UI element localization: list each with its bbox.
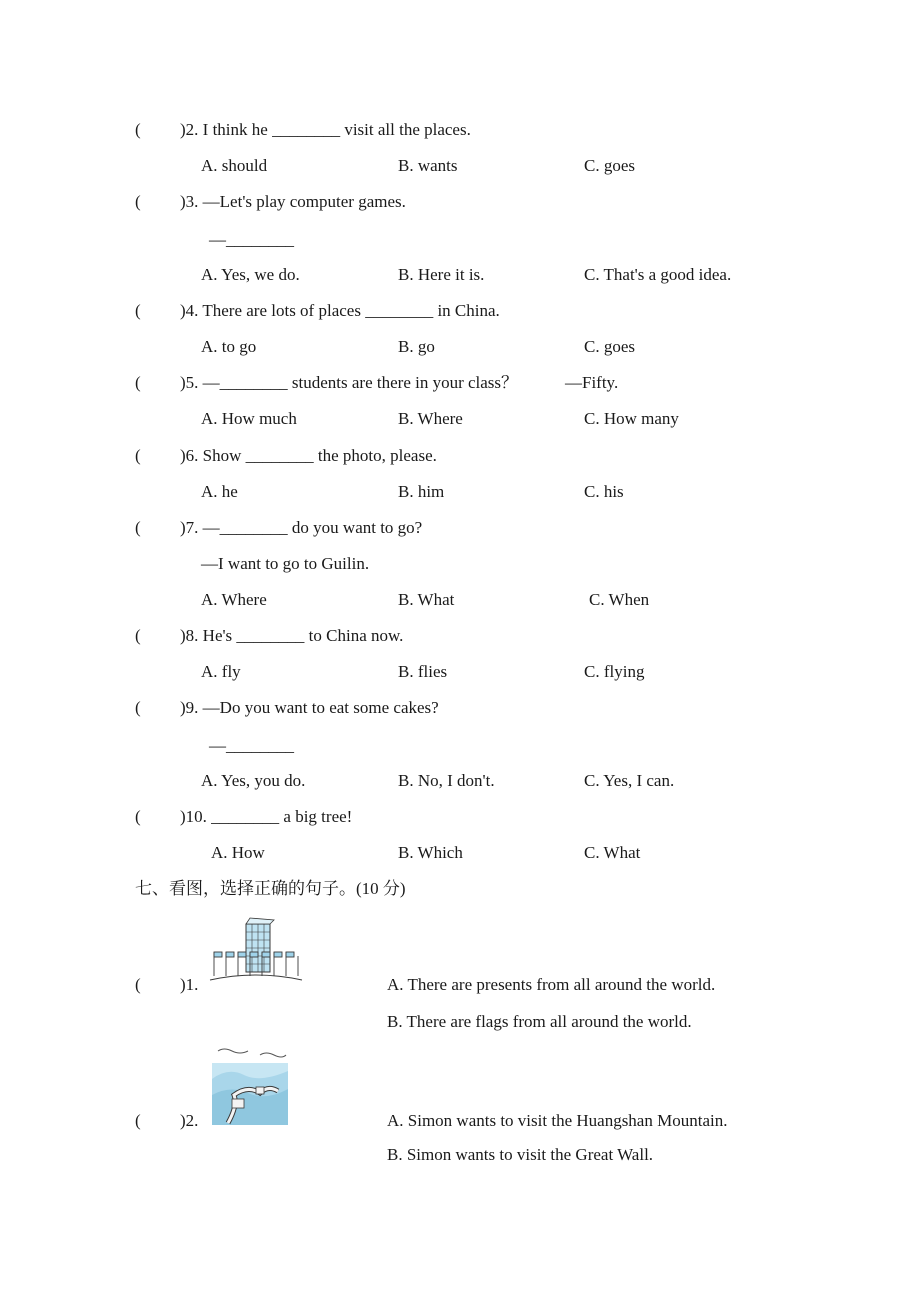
q6-paren: (	[135, 446, 141, 465]
q10-paren: (	[135, 807, 141, 826]
q2-stem: )2. I think he ________ visit all the places.	[180, 120, 471, 139]
q9-option-a: A. Yes, you do.	[201, 771, 306, 790]
q3-option-b: B. Here it is.	[398, 265, 485, 284]
q10-stem: )10. ________ a big tree!	[180, 807, 353, 826]
q2-option-c: C. goes	[584, 156, 635, 175]
q6-option-a: A. he	[201, 482, 238, 501]
picture-q1-option-a: A. There are presents from all around the world.	[387, 975, 716, 994]
q9-stem: )9. —Do you want to eat some cakes?	[180, 698, 439, 717]
q8-option-b: B. flies	[398, 662, 448, 681]
q7-paren: (	[135, 518, 141, 537]
great-wall-image	[208, 1045, 290, 1127]
q5-option-c: C. How many	[584, 409, 679, 428]
q2-option-a: A. should	[201, 156, 268, 175]
q3-option-c: C. That's a good idea.	[584, 265, 732, 284]
q4-option-a: A. to go	[201, 337, 257, 356]
q9-paren: (	[135, 698, 141, 717]
q5-option-b: B. Where	[398, 409, 463, 428]
q7-reply: —I want to go to Guilin.	[201, 554, 370, 573]
q5-stem: )5. —________ students are there in your class？	[180, 373, 519, 392]
q6-option-b: B. him	[398, 482, 445, 501]
flags-building-image	[208, 916, 304, 982]
q6-stem: )6. Show ________ the photo, please.	[180, 446, 437, 465]
picture-q1-number: )1.	[180, 975, 199, 994]
q4-paren: (	[135, 301, 141, 320]
q10-option-c: C. What	[584, 843, 641, 862]
q3-paren: (	[135, 192, 141, 211]
q9-reply: —________	[209, 736, 294, 755]
q5-answer: —Fifty.	[565, 373, 619, 392]
q7-option-b: B. What	[398, 590, 455, 609]
q8-option-a: A. fly	[201, 662, 241, 681]
picture-q2-paren: (	[135, 1111, 141, 1130]
q3-stem: )3. —Let's play computer games.	[180, 192, 406, 211]
q4-option-c: C. goes	[584, 337, 635, 356]
q7-option-c: C. When	[589, 590, 650, 609]
q4-stem: )4. There are lots of places ________ in China.	[180, 301, 500, 320]
q3-option-a: A. Yes, we do.	[201, 265, 300, 284]
q5-paren: (	[135, 373, 141, 392]
q6-option-c: C. his	[584, 482, 624, 501]
q7-option-a: A. Where	[201, 590, 267, 609]
picture-q1-paren: (	[135, 975, 141, 994]
q9-option-c: C. Yes, I can.	[584, 771, 675, 790]
q3-reply: —________	[209, 230, 294, 249]
q4-option-b: B. go	[398, 337, 435, 356]
q10-option-b: B. Which	[398, 843, 463, 862]
q5-option-a: A. How much	[201, 409, 297, 428]
section-7-title: 七、看图，选择正确的句子。(10 分)	[135, 879, 406, 898]
q8-option-c: C. flying	[584, 662, 645, 681]
q2-paren: (	[135, 120, 141, 139]
q8-stem: )8. He's ________ to China now.	[180, 626, 404, 645]
picture-q2-number: )2.	[180, 1111, 199, 1130]
q2-option-b: B. wants	[398, 156, 458, 175]
picture-q2-option-b: B. Simon wants to visit the Great Wall.	[387, 1145, 654, 1164]
q9-option-b: B. No, I don't.	[398, 771, 495, 790]
q8-paren: (	[135, 626, 141, 645]
picture-q1-option-b: B. There are flags from all around the world.	[387, 1012, 692, 1031]
q7-stem: )7. —________ do you want to go?	[180, 518, 423, 537]
picture-q2-option-a: A. Simon wants to visit the Huangshan Mountain.	[387, 1111, 728, 1130]
q10-option-a: A. How	[211, 843, 265, 862]
